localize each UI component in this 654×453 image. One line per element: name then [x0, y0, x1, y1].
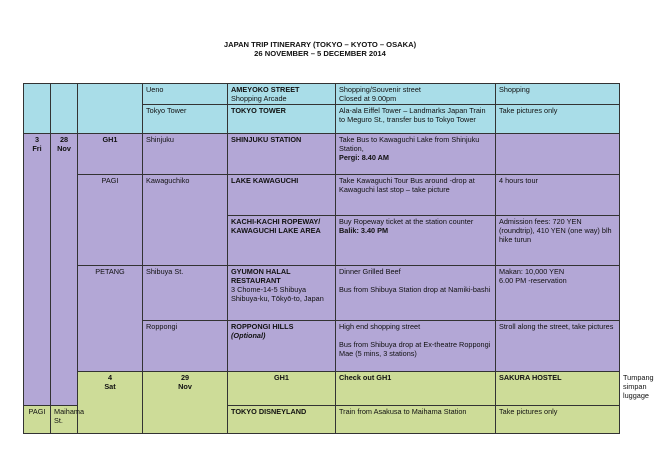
description-cell	[336, 84, 496, 105]
attraction-cell: LAKE KAWAGUCHI	[228, 175, 336, 216]
note-cell: Take pictures only	[496, 406, 620, 434]
date-month: Nov	[57, 144, 71, 154]
note-cell: Admission fees: 720 YEN (roundtrip), 410 YEN (one way) blh hike turun	[496, 216, 620, 266]
attraction-cell	[228, 266, 336, 321]
day-number: 3	[34, 135, 40, 145]
day-of-week: Sat	[104, 382, 116, 392]
description-line: Closed at 9.00pm	[339, 94, 397, 104]
itinerary-table	[23, 83, 654, 434]
description-cell: Train from Asakusa to Maihama Station	[336, 406, 496, 434]
note-cell	[496, 134, 620, 175]
slot-cell: GH1	[228, 372, 336, 406]
slot-cell: PAGI	[24, 406, 51, 434]
place-cell: Ueno	[143, 84, 228, 105]
description-line: Buy Ropeway ticket at the station counter	[339, 217, 474, 227]
description-cell	[336, 266, 496, 321]
attraction-sub: Shopping Arcade	[231, 94, 287, 104]
slot-cell: PETANG	[78, 266, 143, 372]
date-cell	[143, 372, 228, 434]
table-row	[24, 266, 620, 321]
attraction-cell: TOKYO DISNEYLAND	[228, 406, 336, 434]
note-cell	[496, 266, 620, 321]
date-number: 28	[59, 135, 69, 145]
table-row	[24, 175, 620, 216]
description-cell	[336, 321, 496, 372]
departure-time: Pergi: 8.40 AM	[339, 153, 390, 163]
table-row	[24, 84, 620, 105]
place-cell: Roppongi	[143, 321, 228, 372]
description-line: Take Bus to Kawaguchi Lake from Shinjuku Station,	[339, 135, 480, 154]
place-cell: Shibuya St.	[143, 266, 228, 321]
date-cell	[51, 84, 78, 134]
attraction-cell	[228, 84, 336, 105]
note-cell: Stroll along the street, take pictures	[496, 321, 620, 372]
description-line: Dinner Grilled Beef	[339, 267, 401, 277]
description-cell	[336, 134, 496, 175]
attraction-sub: (Optional)	[231, 331, 266, 341]
attraction-cell: TOKYO TOWER	[228, 105, 336, 134]
day-cell	[24, 134, 51, 406]
date-number: 29	[180, 373, 190, 383]
day-of-week: Fri	[32, 144, 42, 154]
place-cell: Shinjuku	[143, 134, 228, 175]
doc-title: JAPAN TRIP ITINERARY (TOKYO – KYOTO – OSAKA)	[223, 40, 417, 49]
attraction-name: GYUMON HALAL RESTAURANT	[231, 267, 291, 286]
note-line: Makan: 10,000 YEN	[499, 267, 565, 277]
doc-subtitle: 26 NOVEMBER – 5 DECEMBER 2014	[254, 49, 386, 58]
table-row	[24, 134, 620, 175]
return-time: Balik: 3.40 PM	[339, 226, 389, 236]
description-line: Shopping/Souvenir street	[339, 85, 421, 94]
attraction-cell: SHINJUKU STATION	[228, 134, 336, 175]
place-cell: Maihama St.	[51, 406, 78, 434]
day-cell	[78, 372, 143, 434]
attraction-cell: KACHI-KACHI ROPEWAY/ KAWAGUCHI LAKE AREA	[228, 216, 336, 266]
description-cell: Ala-ala Eiffel Tower – Landmarks Japan Train to Meguro St., transfer bus to Tokyo Tower	[336, 105, 496, 134]
note-line: 6.00 PM -reservation	[499, 276, 567, 286]
place-cell: Kawaguchiko	[143, 175, 228, 266]
day-cell	[24, 84, 51, 134]
description-line: Bus from Shibuya drop at Ex-theatre Roppongi Mae (5 mins, 3 stations)	[339, 340, 491, 359]
slot-cell: PAGI	[78, 175, 143, 266]
description-line: Bus from Shibuya Station drop at Namiki-bashi	[339, 285, 491, 295]
place-cell: Check out GH1	[336, 372, 496, 406]
attraction-name: AMEYOKO STREET	[231, 85, 300, 94]
description-cell	[336, 216, 496, 266]
note-cell: Shopping	[496, 84, 620, 105]
description-cell: Take Kawaguchi Tour Bus around -drop at Kawaguchi last stop – take picture	[336, 175, 496, 216]
table-row: 4 Sat 29 Nov GH1 Check out GH1 SAKURA HOSTEL Tumpang simpan luggage	[24, 372, 620, 406]
slot-cell: GH1	[78, 134, 143, 175]
note-cell: 4 hours tour	[496, 175, 620, 216]
date-month: Nov	[178, 382, 192, 392]
place-cell: Tokyo Tower	[143, 105, 228, 134]
note-cell: Take pictures only	[496, 105, 620, 134]
slot-cell	[78, 84, 143, 134]
description-line: High end shopping street	[339, 322, 421, 332]
date-cell	[51, 134, 78, 406]
attraction-cell	[228, 321, 336, 372]
address-line: 3 Chome-14-5 Shibuya	[231, 285, 307, 295]
attraction-cell: SAKURA HOSTEL	[496, 372, 620, 406]
attraction-name: ROPPONGI HILLS	[231, 322, 294, 332]
day-number: 4	[107, 373, 113, 383]
address-line: Shibuya-ku, Tōkyō-to, Japan	[231, 294, 324, 304]
